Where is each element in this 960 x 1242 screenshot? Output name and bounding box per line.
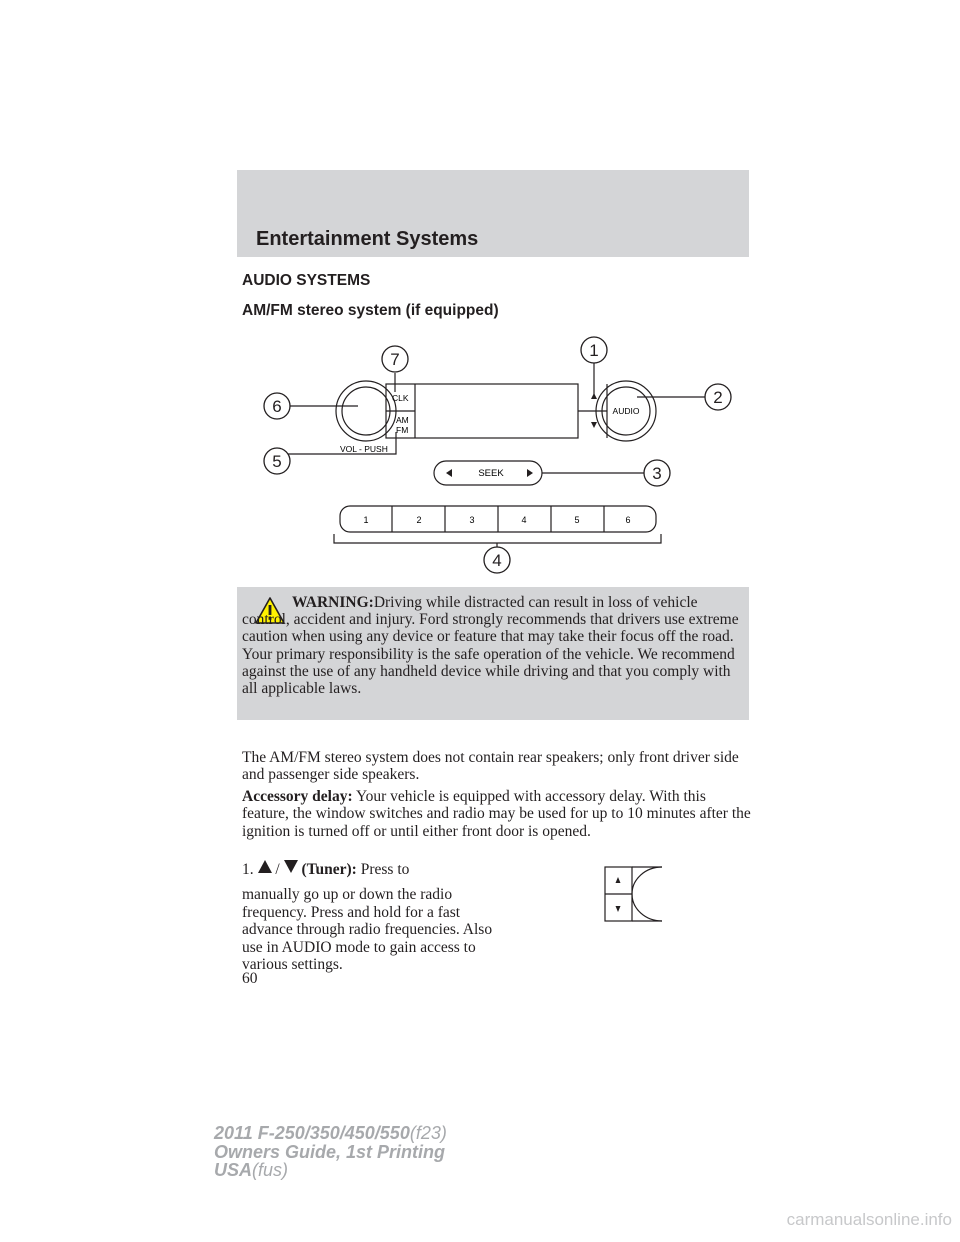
tuner-press-text: Press to: [360, 861, 410, 878]
tuner-label: (Tuner):: [301, 861, 357, 878]
seek-left-arrow: [446, 469, 452, 477]
tune-down-arrow-icon: [616, 906, 621, 912]
accessory-delay-label: Accessory delay:: [242, 788, 353, 805]
preset-bracket: [334, 534, 661, 543]
am-label: AM: [396, 415, 409, 425]
footer-model-code: (f23): [409, 1123, 447, 1143]
tuner-item-number: 1.: [242, 861, 254, 878]
tuner-description: manually go up or down the radio frequency. Press and hold for a fast advance through radio frequencies. Also use in AUDIO mode to gain access to various settings.: [242, 886, 493, 974]
preset-label: 6: [625, 515, 631, 525]
preset-label: 1: [363, 515, 369, 525]
section-subtitle: AM/FM stereo system (if equipped): [242, 302, 499, 319]
accessory-delay-text: Your vehicle is equipped with accessory delay. With this feature, the window switches and radio may be used for up to 10 minutes after the ignition is turned off or until either front door is opened.: [242, 788, 751, 840]
footer-region: USA: [214, 1160, 253, 1180]
callout-4: 4: [492, 551, 502, 570]
callout-2: 2: [713, 388, 723, 407]
warning-label: WARNING:: [292, 594, 374, 611]
tuner-paragraph: [242, 860, 512, 973]
clk-label: CLK: [392, 393, 409, 403]
callout-7: 7: [390, 350, 400, 369]
radio-faceplate-diagram: [262, 334, 732, 580]
page-header-title: Entertainment Systems: [256, 228, 479, 250]
tune-down-arrow: [591, 422, 597, 428]
footer-model: 2011 F-250/350/450/550: [214, 1123, 410, 1143]
callout-1: 1: [589, 341, 599, 360]
seek-right-arrow: [527, 469, 533, 477]
tune-down-icon: [284, 860, 298, 873]
warning-text: Driving while distracted can result in loss of vehicle control, accident and injury. Ford strongly recommends that drivers use extreme caution when using any device or feature that may take their focus off the road. Your primary responsibility is the safe operation of the vehicle. We recommend against the use of any handheld device while driving and that you comply with all applicable laws.: [242, 594, 739, 698]
section-title: AUDIO SYSTEMS: [242, 272, 371, 289]
preset-label: 3: [469, 515, 475, 525]
tune-up-arrow-icon: [616, 877, 621, 883]
warning-box: [237, 587, 749, 720]
tuner-separator: /: [275, 861, 280, 878]
audio-label: AUDIO: [612, 406, 640, 416]
page-number: 60: [242, 970, 258, 987]
footer-printing: Owners Guide, 1st Printing: [214, 1141, 446, 1162]
print-footer: [214, 1124, 447, 1180]
vol-push-label: VOL - PUSH: [340, 444, 388, 454]
warning-text-block: [242, 594, 747, 697]
callout-6: 6: [272, 397, 282, 416]
callout-3: 3: [652, 464, 662, 483]
preset-label: 2: [416, 515, 422, 525]
tuner-buttons-graphic: [604, 866, 664, 922]
footer-region-code: (fus): [252, 1160, 289, 1180]
preset-label: 4: [521, 515, 527, 525]
preset-label: 5: [574, 515, 580, 525]
speaker-paragraph: The AM/FM stereo system does not contain rear speakers; only front driver side and passenger side speakers.: [242, 749, 739, 784]
accessory-delay-paragraph: [242, 788, 752, 840]
tune-up-icon: [258, 860, 272, 873]
tuner-first-line: [242, 860, 512, 878]
fm-label: FM: [396, 425, 409, 435]
volume-knob-inner: [342, 387, 390, 435]
callout-5: 5: [272, 452, 282, 471]
watermark: carmanualsonline.info: [786, 1210, 952, 1229]
seek-label: SEEK: [478, 468, 504, 479]
tune-up-arrow: [591, 393, 597, 399]
